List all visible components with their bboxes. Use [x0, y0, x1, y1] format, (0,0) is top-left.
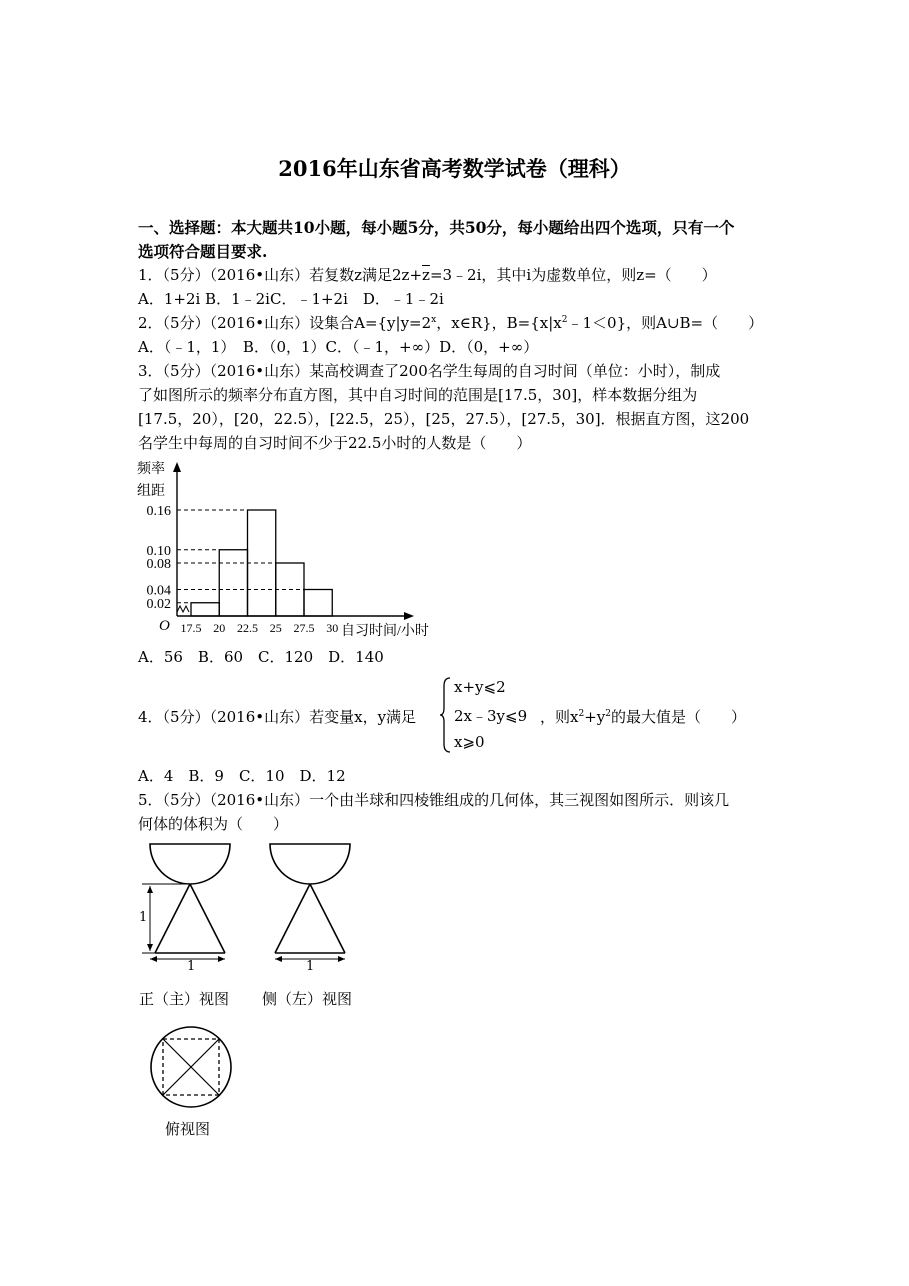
top-view-diagram [145, 1022, 245, 1112]
histogram-bar [304, 590, 332, 617]
x-tick-label: 22.5 [237, 621, 258, 635]
y-tick-label: 0.08 [146, 557, 171, 572]
side-view-diagram [250, 838, 360, 978]
q3-line3: [17.5，20），[20，22.5），[22.5，25），[25，27.5），[27.5，30]．根据直方图，这200 [138, 410, 750, 428]
histogram-bar [219, 550, 247, 616]
front-view-diagram [130, 838, 240, 978]
y-tick-label: 0.04 [146, 583, 171, 599]
section-heading-line1: 一、选择题：本大题共10小题，每小题5分，共50分，每小题给出四个选项，只有一个 [138, 218, 735, 237]
side-width-dim: 1 [306, 959, 315, 974]
q4-text-c: +y [584, 708, 606, 726]
q5-line1: 5．（5分）（2016•山东）一个由半球和四棱锥组成的几何体，其三视图如图所示．则该几 [138, 791, 730, 809]
x-tick-label: 17.5 [180, 621, 202, 635]
axis-break [177, 606, 189, 612]
x-tick-label: 27.5 [293, 621, 315, 635]
x-tick-label: 25 [269, 621, 282, 635]
q4-constraint-2: 2x﹣3y⩽9 [454, 707, 528, 725]
q2-exp1: x [431, 315, 437, 325]
q3-line2: 了如图所示的频率分布直方图，其中自习时间的范围是[17.5，30]，样本数据分组为 [138, 386, 698, 404]
chart-ylabel-top: 频率 [137, 461, 165, 477]
section-heading-line2: 选项符合题目要求. [138, 242, 268, 261]
x-axis-label: 自习时间/小时 [341, 624, 429, 639]
q4-text-b: ，则x [540, 708, 579, 726]
question-4 [138, 706, 416, 727]
x-tick-label: 30 [326, 621, 339, 635]
q3-line4: 名学生中每周的自习时间不少于22.5小时的人数是（ ） [138, 434, 532, 452]
front-width-dim: 1 [187, 959, 196, 974]
q1-options: A．1+2i B．1﹣2iC．﹣1+2i D．﹣1﹣2i [138, 290, 444, 308]
q1-text-a: 1．（5分）（2016•山东）若复数z满足2z+ [138, 266, 423, 284]
chart-ylabel-bottom: 组距 [137, 483, 165, 499]
front-view-label: 正（主）视图 [139, 990, 230, 1008]
q3-line1: 3．（5分）（2016•山东）某高校调查了200名学生每周的自习时间（单位：小时），制成 [138, 362, 721, 380]
x-tick-label: 20 [213, 621, 226, 635]
q2-text-a: 2．（5分）（2016•山东）设集合A={y|y=2 [138, 314, 432, 332]
q2-exp2: 2 [561, 315, 568, 325]
y-tick-label: 0.10 [146, 543, 171, 559]
q5-line2: 何体的体积为（ ） [138, 815, 289, 833]
q4-text-a: 4．（5分）（2016•山东）若变量x，y满足 [138, 708, 417, 726]
top-view-label: 俯视图 [165, 1120, 211, 1138]
page-title: 2016年山东省高考数学试卷（理科） [278, 156, 631, 181]
q4-brace [440, 676, 452, 754]
q4-constraint-1: x+y⩽2 [454, 678, 506, 696]
x-axis-arrow [404, 612, 414, 620]
origin-label: O [159, 618, 170, 634]
side-view-label: 侧（左）视图 [262, 990, 353, 1008]
q4-text-d: 的最大值是（ ） [610, 708, 746, 726]
q4-exp2: 2 [605, 709, 611, 719]
q2-text-b: ，x∈R}，B={x|x [436, 314, 562, 332]
q2-options: A．（﹣1，1） B．（0，1）C．（﹣1，+∞）D．（0，+∞） [138, 338, 539, 356]
q3-options: A．56 B．60 C．120 D．140 [138, 648, 384, 666]
q4-tail [540, 706, 746, 727]
q4-exp1: 2 [578, 709, 585, 719]
y-axis-arrow [173, 462, 181, 472]
y-tick-label: 0.02 [146, 596, 171, 612]
q2-text-c: ﹣1＜0}，则A∪B=（ ） [567, 314, 764, 332]
q1-zbar: $\overline{z}$ [422, 266, 430, 284]
front-height-dim: 1 [139, 910, 148, 925]
histogram-bar [191, 603, 219, 616]
q4-constraint-3: x⩾0 [454, 733, 485, 751]
q1-text-b: =3﹣2i，其中i为虚数单位，则z=（ ） [429, 266, 717, 284]
y-tick-label: 0.16 [146, 504, 171, 519]
q4-options: A．4 B．9 C．10 D．12 [138, 767, 346, 785]
